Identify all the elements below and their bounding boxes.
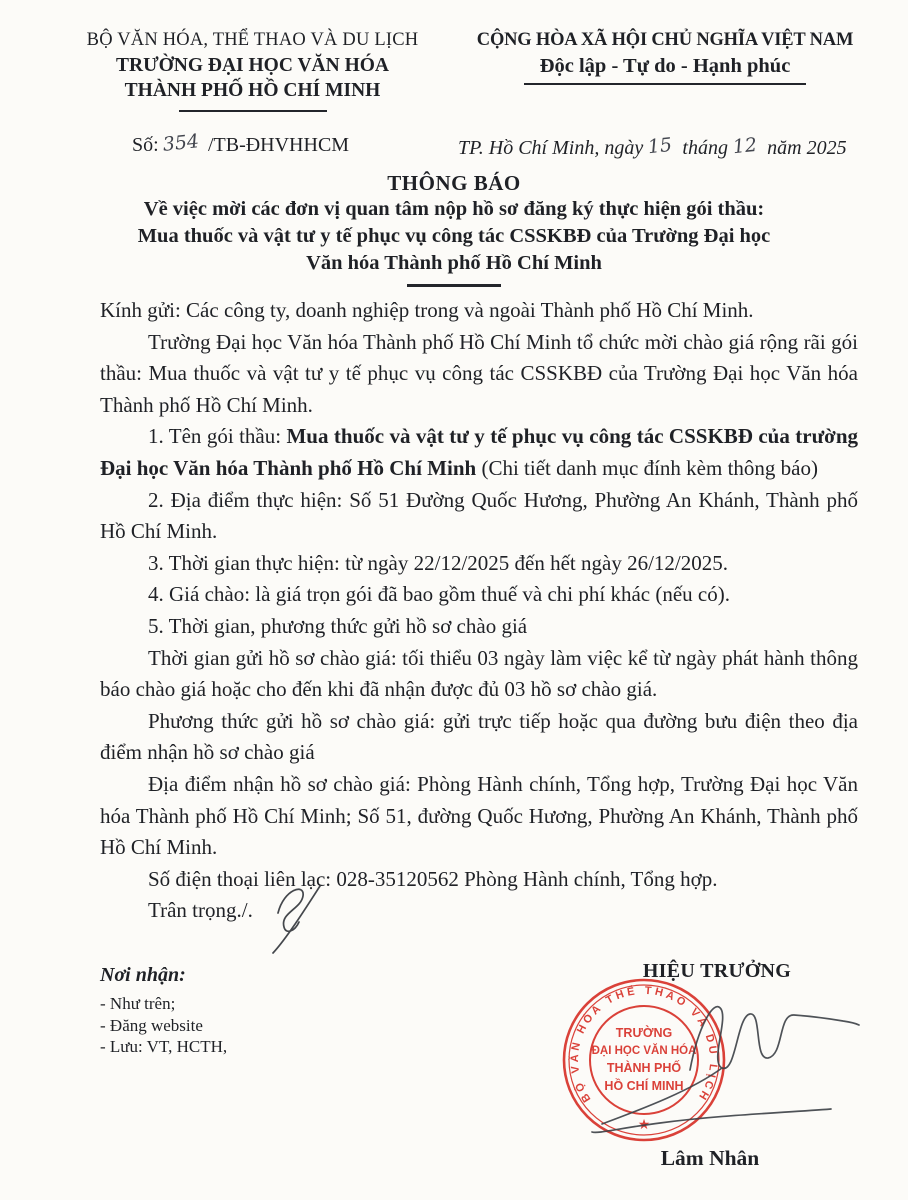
stamp-ring-text: BỘ VĂN HÓA THỂ THAO VÀ DU LỊCH [568,984,720,1105]
dateline-month-word: tháng [682,137,728,159]
header-right-underline [524,83,806,85]
agency-name-line2: THÀNH PHỐ HỒ CHÍ MINH [124,80,381,101]
submission-method-paragraph: Phương thức gửi hồ sơ chào giá: gửi trực tiếp hoặc qua đường bưu điện theo địa điểm nhận hồ sơ chào giá [100,708,858,765]
salutation: Kính gửi: Các công ty, doanh nghiệp trong và ngoài Thành phố Hồ Chí Minh. [100,298,754,322]
header-left-underline [179,110,327,112]
title-subject-line1: Về việc mời các đơn vị quan tâm nộp hồ sơ đăng ký thực hiện gói thầu: [143,198,765,220]
dateline-place: TP. Hồ Chí Minh, ngày [458,137,644,159]
submission-address-paragraph: Địa điểm nhận hồ sơ chào giá: Phòng Hành chính, Tổng hợp, Trường Đại học Văn hóa Thành phố Hồ Chí Minh; Số 51, đường Quốc Hương, Phường An Khánh, Thành phố Hồ Chí Minh. [100,771,858,860]
dateline [458,133,873,160]
title-subject-line2: Mua thuốc và vật tư y tế phục vụ công tác CSSKBĐ của Trường Đại học [137,225,771,247]
item-1-package-title: Mua thuốc và vật tư y tế phục vụ công tác CSSKBĐ của trường Đại học Văn hóa Thành phố Hồ Chí Minh [100,424,858,480]
doc-number-suffix: /TB-ĐHVHHCM [207,134,350,156]
doc-number-handwritten: 354 [161,130,200,156]
issuing-agency-block [55,28,450,112]
handwritten-paraph [260,881,330,957]
recipient-item: - Như trên; [100,994,176,1013]
item-5-submission: 5. Thời gian, phương thức gửi hồ sơ chào giá [148,613,528,638]
closing-text: Trân trọng./. [148,898,253,923]
closing-paragraph [100,895,858,927]
item-2-location: 2. Địa điểm thực hiện: Số 51 Đường Quốc Hương, Phường An Khánh, Thành phố Hồ Chí Minh. [100,487,858,544]
item-4-price: 4. Giá chào: là giá trọn gói đã bao gồm thuế và chi phí khác (nếu có). [148,582,730,607]
signature-ink [540,982,870,1142]
recipient-item: - Lưu: VT, HCTH, [100,1037,228,1056]
recipients-label: Nơi nhận: [100,964,186,986]
item-1-package-name [100,421,858,484]
parent-agency: BỘ VĂN HÓA, THỂ THAO VÀ DU LỊCH [86,30,419,50]
intro-paragraph: Trường Đại học Văn hóa Thành phố Hồ Chí Minh tổ chức mời chào giá rộng rãi gói thầu: Mua thuốc và vật tư y tế phục vụ công tác CSSKBĐ của Trường Đại học Văn hóa Thành phố Hồ Chí Minh. [100,329,858,417]
title-underline [407,284,501,287]
dateline-month-handwritten: 12 [731,133,759,159]
signer-title: HIỆU TRƯỞNG [642,960,792,982]
country-name: CỘNG HÒA XÃ HỘI CHỦ NGHĨA VIỆT NAM [476,30,854,50]
motto: Độc lập - Tự do - Hạnh phúc [539,55,791,77]
stamp-line-4: HỒ CHÍ MINH [604,1079,684,1093]
stamp-line-1: TRƯỜNG [615,1026,673,1040]
stamp-star-icon: ★ [637,1118,651,1133]
title-block [0,171,908,287]
item-1-label: 1. Tên gói thầu: [148,424,287,449]
stamp-line-2: ĐẠI HỌC VĂN HÓA [591,1045,697,1057]
recipients-block [100,964,227,1058]
dateline-day-handwritten: 15 [646,133,674,159]
item-1-note: (Chi tiết danh mục đính kèm thông báo) [476,455,818,480]
submission-time-paragraph: Thời gian gửi hồ sơ chào giá: tối thiểu 03 ngày làm việc kể từ ngày phát hành thông báo chào giá hoặc cho đến khi đã nhận được đủ 03 hồ sơ chào giá. [100,645,858,702]
national-motto-block [450,30,880,85]
item-3-timeframe: 3. Thời gian thực hiện: từ ngày 22/12/2025 đến hết ngày 26/12/2025. [148,550,728,575]
stamp-line-3: THÀNH PHỐ [606,1061,682,1075]
document-number [132,130,353,157]
dateline-year: năm 2025 [767,137,847,159]
title-subject-line3: Văn hóa Thành phố Hồ Chí Minh [306,252,602,274]
signer-name: Lâm Nhân [660,1146,760,1170]
document-title: THÔNG BÁO [387,171,521,195]
doc-number-prefix: Số: [132,134,159,156]
agency-name-line1: TRƯỜNG ĐẠI HỌC VĂN HÓA [115,55,389,76]
contact-phone-paragraph: Số điện thoại liên lạc: 028-35120562 Phòng Hành chính, Tổng hợp. [148,866,718,891]
recipient-item: - Đăng website [100,1015,203,1035]
document-body [100,295,858,927]
